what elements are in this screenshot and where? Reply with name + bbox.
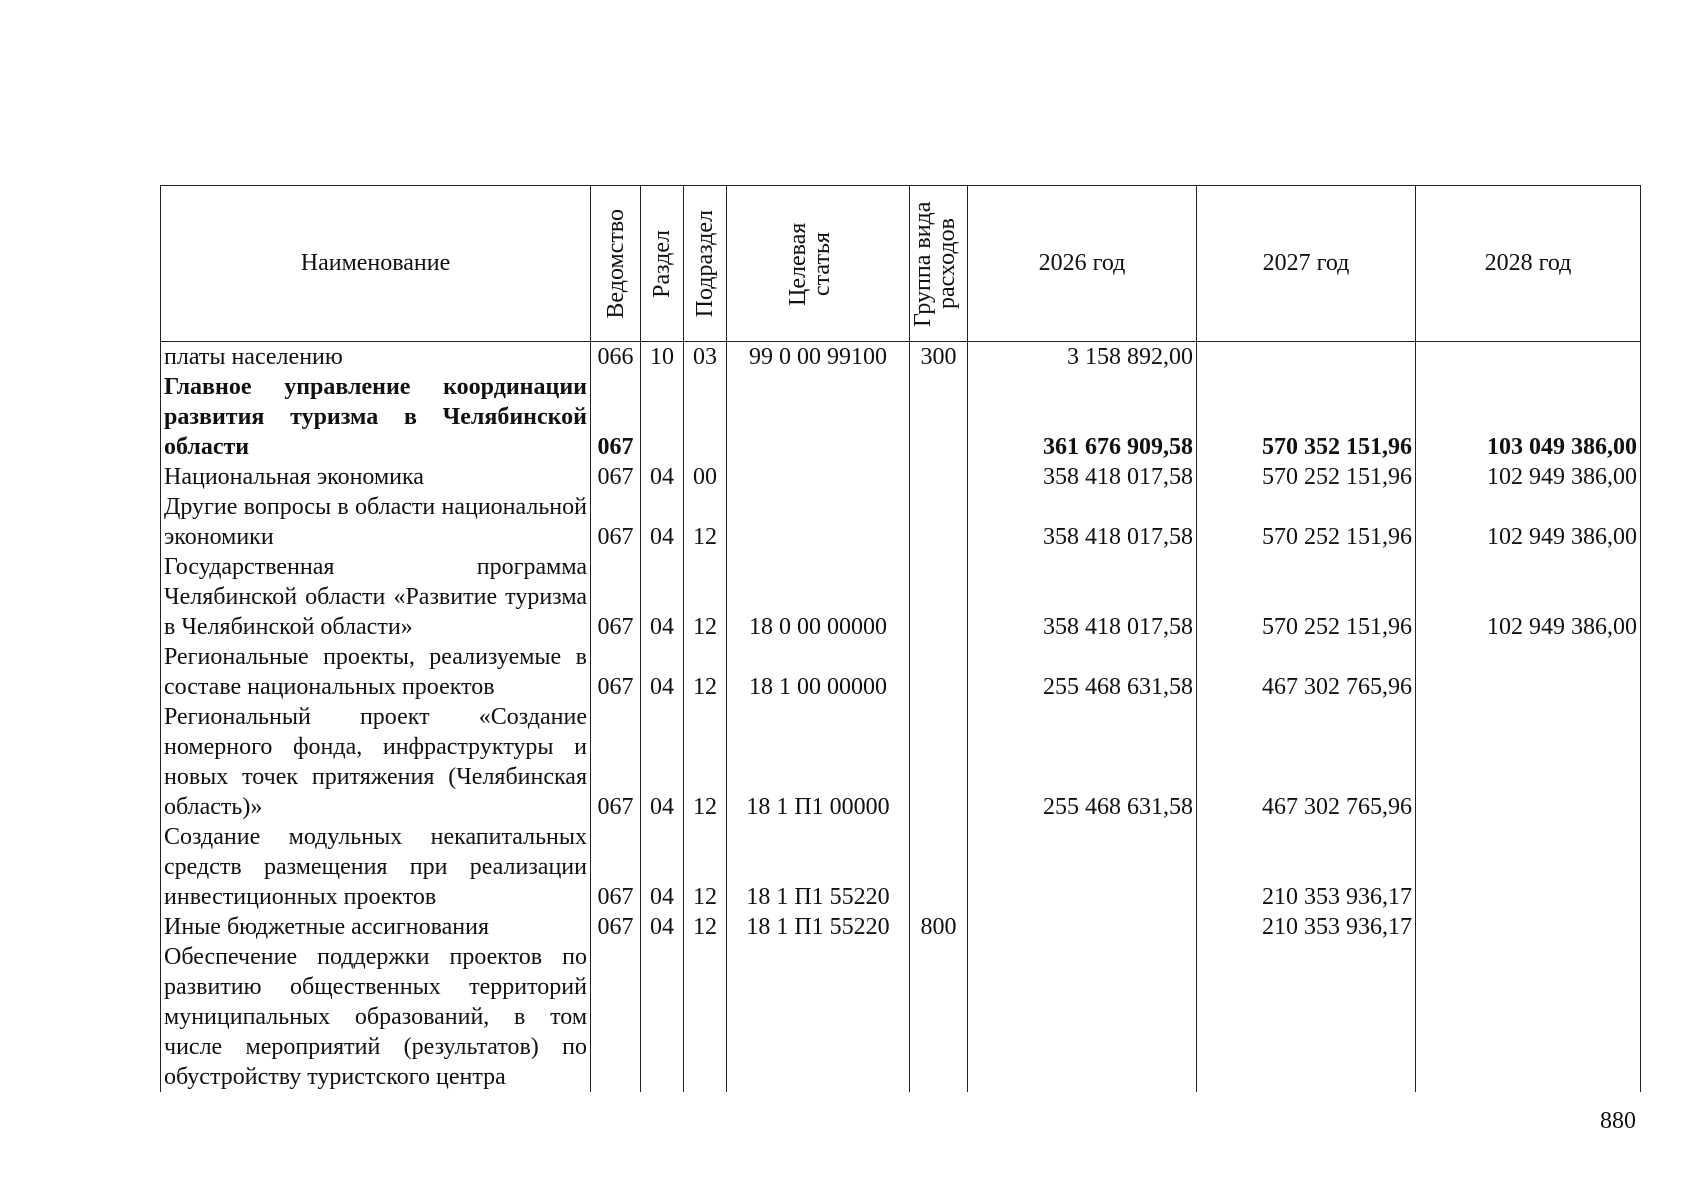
row-subsection <box>684 942 727 1092</box>
table-row <box>161 942 1641 1092</box>
row-2028 <box>1416 942 1641 1092</box>
row-name: Главное управление координации развития туризма в Челябинской области <box>161 372 591 462</box>
row-department: 067 <box>591 822 641 912</box>
page-number: 880 <box>1600 1108 1636 1134</box>
header-2028: 2028 год <box>1416 186 1641 342</box>
row-section <box>641 372 684 462</box>
row-2027 <box>1197 942 1416 1092</box>
row-section: 04 <box>641 912 684 942</box>
row-expense-group <box>910 372 968 462</box>
row-target: 18 1 П1 55220 <box>727 822 910 912</box>
header-2027: 2027 год <box>1197 186 1416 342</box>
budget-table <box>160 185 1641 1092</box>
row-department: 067 <box>591 702 641 822</box>
header-section: Раздел <box>641 186 684 342</box>
header-expense-group: Группа вида расходов <box>910 186 968 342</box>
row-subsection <box>684 372 727 462</box>
row-section <box>641 942 684 1092</box>
row-2027: 570 252 151,96 <box>1197 462 1416 492</box>
row-2027: 570 252 151,96 <box>1197 552 1416 642</box>
row-subsection: 03 <box>684 342 727 373</box>
row-section: 04 <box>641 492 684 552</box>
table-row <box>161 702 1641 822</box>
row-expense-group <box>910 462 968 492</box>
row-2028 <box>1416 702 1641 822</box>
row-subsection: 12 <box>684 822 727 912</box>
table-row <box>161 492 1641 552</box>
row-expense-group: 300 <box>910 342 968 373</box>
row-name: Другие вопросы в области национальной экономики <box>161 492 591 552</box>
row-name: платы населению <box>161 342 591 373</box>
row-expense-group <box>910 492 968 552</box>
row-2026: 358 418 017,58 <box>968 492 1197 552</box>
row-section: 04 <box>641 822 684 912</box>
row-department: 067 <box>591 552 641 642</box>
row-2028: 102 949 386,00 <box>1416 552 1641 642</box>
row-target <box>727 372 910 462</box>
row-2028: 102 949 386,00 <box>1416 492 1641 552</box>
row-2027: 467 302 765,96 <box>1197 702 1416 822</box>
table-row <box>161 912 1641 942</box>
table-row <box>161 462 1641 492</box>
row-2028 <box>1416 822 1641 912</box>
row-target: 99 0 00 99100 <box>727 342 910 373</box>
row-name: Обеспечение поддержки проектов по развитию общественных территорий муниципальных образований, в том числе мероприятий (результатов) по обустройству туристского центра <box>161 942 591 1092</box>
header-subsection: Подраздел <box>684 186 727 342</box>
row-subsection: 12 <box>684 642 727 702</box>
row-department: 066 <box>591 342 641 373</box>
row-department: 067 <box>591 912 641 942</box>
row-2028 <box>1416 642 1641 702</box>
row-2026: 255 468 631,58 <box>968 642 1197 702</box>
row-2028: 102 949 386,00 <box>1416 462 1641 492</box>
row-name: Государственная программа Челябинской области «Развитие туризма в Челябинской области» <box>161 552 591 642</box>
row-expense-group: 800 <box>910 912 968 942</box>
table-row <box>161 642 1641 702</box>
row-2026: 255 468 631,58 <box>968 702 1197 822</box>
row-2028: 103 049 386,00 <box>1416 372 1641 462</box>
row-target <box>727 492 910 552</box>
row-department <box>591 942 641 1092</box>
row-name: Региональные проекты, реализуемые в составе национальных проектов <box>161 642 591 702</box>
table-row <box>161 552 1641 642</box>
row-2026: 358 418 017,58 <box>968 552 1197 642</box>
row-section: 04 <box>641 552 684 642</box>
row-department: 067 <box>591 642 641 702</box>
row-2027: 570 352 151,96 <box>1197 372 1416 462</box>
row-2026: 361 676 909,58 <box>968 372 1197 462</box>
row-subsection: 00 <box>684 462 727 492</box>
table-header-row <box>161 186 1641 342</box>
row-subsection: 12 <box>684 492 727 552</box>
row-2026 <box>968 942 1197 1092</box>
row-target: 18 1 П1 00000 <box>727 702 910 822</box>
row-2027: 210 353 936,17 <box>1197 912 1416 942</box>
row-2026: 358 418 017,58 <box>968 462 1197 492</box>
row-expense-group <box>910 822 968 912</box>
row-2027: 467 302 765,96 <box>1197 642 1416 702</box>
header-target-article: Целевая статья <box>727 186 910 342</box>
row-target: 18 1 00 00000 <box>727 642 910 702</box>
row-2027 <box>1197 342 1416 373</box>
table-row <box>161 822 1641 912</box>
row-name: Региональный проект «Создание номерного фонда, инфраструктуры и новых точек притяжения (Челябинская область)» <box>161 702 591 822</box>
row-section: 04 <box>641 702 684 822</box>
row-name: Национальная экономика <box>161 462 591 492</box>
row-department: 067 <box>591 462 641 492</box>
row-expense-group <box>910 702 968 822</box>
header-department: Ведомство <box>591 186 641 342</box>
row-2027: 210 353 936,17 <box>1197 822 1416 912</box>
row-2026: 3 158 892,00 <box>968 342 1197 373</box>
row-subsection: 12 <box>684 702 727 822</box>
row-expense-group <box>910 642 968 702</box>
row-expense-group <box>910 552 968 642</box>
row-department: 067 <box>591 372 641 462</box>
row-name: Иные бюджетные ассигнования <box>161 912 591 942</box>
header-2026: 2026 год <box>968 186 1197 342</box>
row-2027: 570 252 151,96 <box>1197 492 1416 552</box>
row-2026 <box>968 912 1197 942</box>
row-expense-group <box>910 942 968 1092</box>
row-subsection: 12 <box>684 552 727 642</box>
header-name: Наименование <box>161 186 591 342</box>
row-target <box>727 942 910 1092</box>
row-target: 18 0 00 00000 <box>727 552 910 642</box>
row-section: 10 <box>641 342 684 373</box>
row-subsection: 12 <box>684 912 727 942</box>
row-2028 <box>1416 342 1641 373</box>
row-section: 04 <box>641 462 684 492</box>
table-row <box>161 342 1641 373</box>
row-2026 <box>968 822 1197 912</box>
row-2028 <box>1416 912 1641 942</box>
row-target: 18 1 П1 55220 <box>727 912 910 942</box>
table-row <box>161 372 1641 462</box>
row-section: 04 <box>641 642 684 702</box>
row-department: 067 <box>591 492 641 552</box>
row-target <box>727 462 910 492</box>
row-name: Создание модульных некапитальных средств размещения при реализации инвестиционных проектов <box>161 822 591 912</box>
